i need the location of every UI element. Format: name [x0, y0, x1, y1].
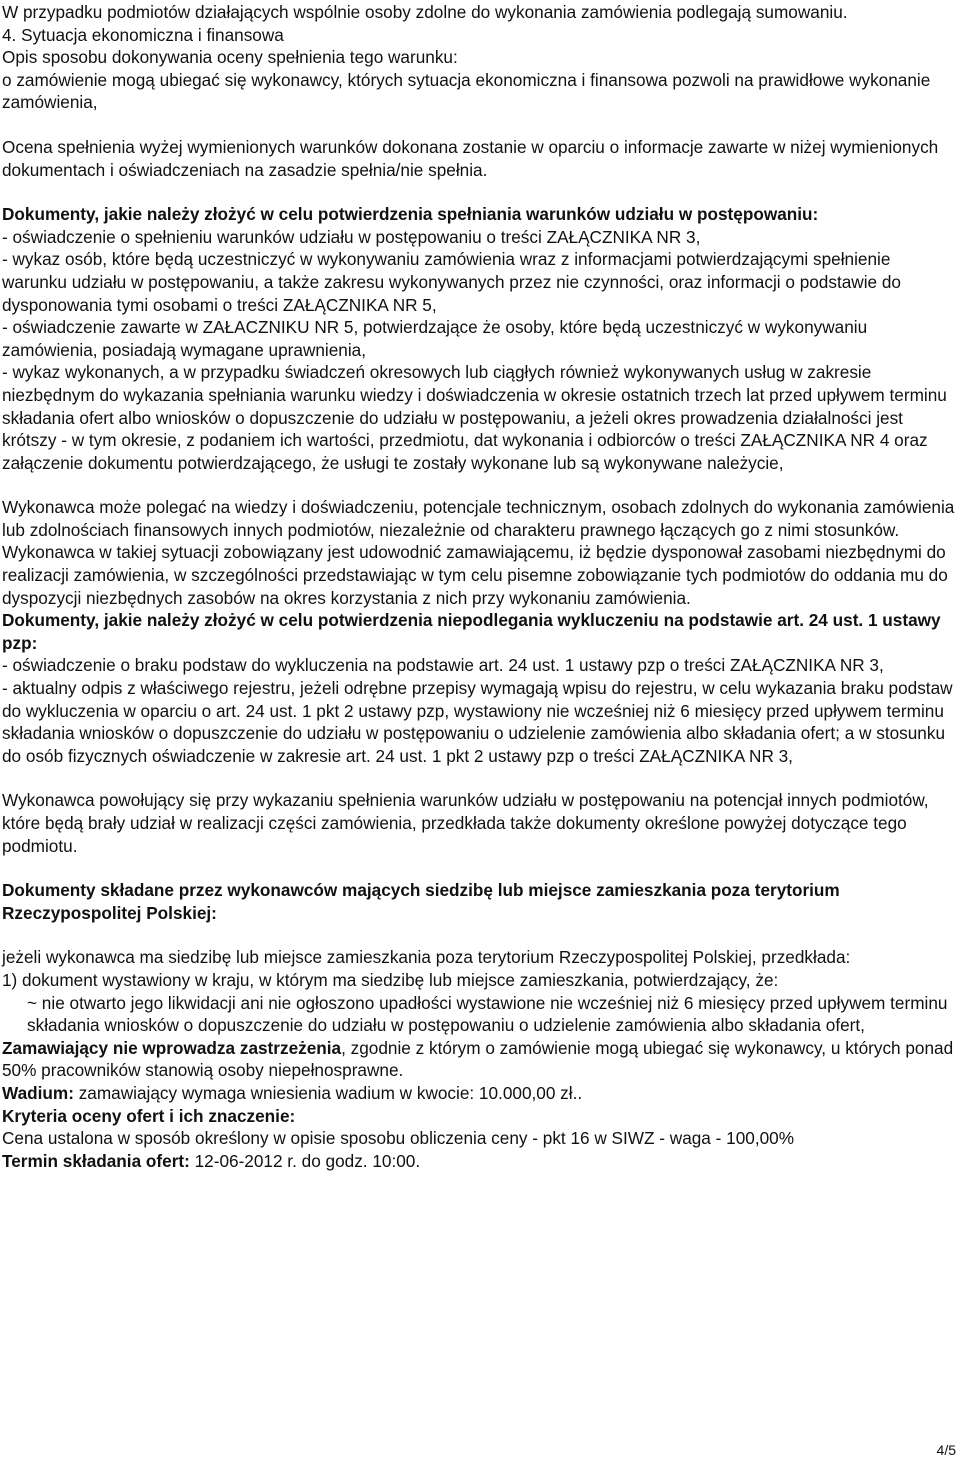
paragraph-third-party-resources: Wykonawca może polegać na wiedzy i doświadczeniu, potencjale technicznym, osobach zdolnych do wykonania zamówienia lub zdolnościach finansowych innych podmiotów, niezależnie od charakteru prawnego łączących go z nimi stosunków. Wykonawca w takiej sytuacji zobowiązany jest udowodnić zamawiającemu, iż będzie dysponował zasobami niezbędnymi do realizacji zamówienia, w szczególności przedstawiając w tym celu pisemne zobowiązanie tych podmiotów do oddania mu do dyspozycji niezbędnych zasobów na okres korzystania z nich przy wykonaniu zamówienia.: [2, 497, 955, 608]
paragraph-foreign-intro: jeżeli wykonawca ma siedzibę lub miejsce zamieszkania poza terytorium Rzeczypospolitej Polskiej, przedkłada:: [2, 947, 851, 968]
spacer: [2, 181, 958, 203]
paragraph-assessment-basis: Ocena spełnienia wyżej wymienionych warunków dokonana zostanie w oparciu o informacje zawarte w niżej wymienionych dokumentach i oświadczeniach na zasadzie spełnia/nie spełnia.: [2, 136, 939, 180]
document-page: [2, 1, 958, 1172]
list-item-foreign-document: 1) dokument wystawiony w kraju, w którym ma siedzibę lub miejsce zamieszkania, potwierdzający, że:: [2, 969, 779, 990]
spacer: [2, 767, 958, 789]
list-item-no-exclusion: - oświadczenie o braku podstaw do wykluczenia na podstawie art. 24 ust. 1 ustawy pzp o treści ZAŁĄCZNIKA NR 3,: [2, 655, 884, 676]
paragraph-joint-entities: W przypadku podmiotów działających wspólnie osoby zdolne do wykonania zamówienia podlegają sumowaniu.: [2, 2, 848, 22]
heading-criteria: Kryteria oceny ofert i ich znaczenie:: [2, 1105, 296, 1126]
heading-documents-conditions: Dokumenty, jakie należy złożyć w celu potwierdzenia spełniania warunków udziału w postępowaniu:: [2, 204, 819, 225]
paragraph-deadline: Termin składania ofert: 12-06-2012 r. do godz. 10:00.: [2, 1150, 421, 1171]
spacer: [2, 114, 958, 136]
heading-foreign-contractors: Dokumenty składane przez wykonawców mających siedzibę lub miejsce zamieszkania poza terytorium Rzeczypospolitej Polskiej:: [2, 880, 840, 923]
spacer: [2, 857, 958, 879]
spacer: [2, 474, 958, 496]
list-item-declaration: - oświadczenie o spełnieniu warunków udziału w postępowaniu o treści ZAŁĄCZNIKA NR 3,: [2, 226, 701, 247]
paragraph-criteria-text: Cena ustalona w sposób określony w opisie sposobu obliczenia ceny - pkt 16 w SIWZ - waga - 100,00%: [2, 1128, 794, 1149]
paragraph-other-entities: Wykonawca powołujący się przy wykazaniu spełnienia warunków udziału w postępowaniu na potencjał innych podmiotów, które będą brały udział w realizacji części zamówienia, przedkłada także dokumenty określone powyżej dotyczące tego podmiotu.: [2, 790, 929, 856]
section-heading-economic: 4. Sytuacja ekonomiczna i finansowa: [2, 24, 284, 45]
list-item-register-extract: - aktualny odpis z właściwego rejestru, jeżeli odrębne przepisy wymagają wpisu do rejestru, w celu wykazania braku podstaw do wykluczenia w oparciu o art. 24 ust. 1 pkt 2 ustawy pzp, wystawiony nie wcześniej niż 6 miesięcy przed upływem terminu składania wniosków o dopuszczenie do udziału w postępowaniu o udzielenie zamówienia albo składania ofert; a w stosunku do osób fizycznych oświadczenie w zakresie art. 24 ust. 1 pkt 2 ustawy pzp o treści ZAŁĄCZNIKA NR 3,: [2, 678, 953, 766]
paragraph-economic-condition: o zamówienie mogą ubiegać się wykonawcy, których sytuacja ekonomiczna i finansowa pozwoli na prawidłowe wykonanie zamówienia,: [2, 69, 931, 113]
list-item-qualifications: - oświadczenie zawarte w ZAŁACZNIKU NR 5, potwierdzające że osoby, które będą uczestniczyć w wykonywaniu zamówienia, posiadają wymagane uprawnienia,: [2, 317, 868, 360]
heading-documents-exclusion: Dokumenty, jakie należy złożyć w celu potwierdzenia niepodlegania wykluczeniu na podstawie art. 24 ust. 1 ustawy pzp:: [2, 610, 941, 653]
paragraph-assessment-description: Opis sposobu dokonywania oceny spełnienia tego warunku:: [2, 47, 458, 68]
list-item-services-list: - wykaz wykonanych, a w przypadku świadczeń okresowych lub ciągłych również wykonywanych usług w zakresie niezbędnym do wykazania spełniania warunku wiedzy i doświadczenia w okresie ostatnich trzech lat przed upływem terminu składania ofert albo wniosków o dopuszczenie do udziału w postępowaniu, a jeżeli okres prowadzenia działalności jest krótszy - w tym okresie, z podaniem ich wartości, przedmiotu, dat wykonania i odbiorców o treści ZAŁĄCZNIKA NR 4 oraz załączenie dokumentu potwierdzającego, że usługi te zostały wykonane lub są wykonywane należycie,: [2, 362, 947, 473]
list-item-persons-list: - wykaz osób, które będą uczestniczyć w wykonywaniu zamówienia wraz z informacjami potwierdzającymi spełnienie warunku udziału w postępowaniu, a także zakresu wykonywanych przez nie czynności, oraz informacji o podstawie do dysponowania tymi osobami o treści ZAŁĄCZNIKA NR 5,: [2, 249, 901, 315]
paragraph-reservation: Zamawiający nie wprowadza zastrzeżenia, zgodnie z którym o zamówienie mogą ubiegać się wykonawcy, u których ponad 50% pracowników stanowią osoby niepełnosprawne.: [2, 1037, 954, 1081]
spacer: [2, 924, 958, 946]
page-number: 4/5: [936, 1442, 956, 1458]
paragraph-deposit: Wadium: zamawiający wymaga wniesienia wadium w kwocie: 10.000,00 zł..: [2, 1082, 583, 1103]
list-item-no-liquidation: ~ nie otwarto jego likwidacji ani nie ogłoszono upadłości wystawione nie wcześniej niż 6 miesięcy przed upływem terminu składania wniosków o dopuszczenie do udziału w postępowaniu o udzielenie zamówienia albo składania ofert,: [27, 992, 948, 1036]
